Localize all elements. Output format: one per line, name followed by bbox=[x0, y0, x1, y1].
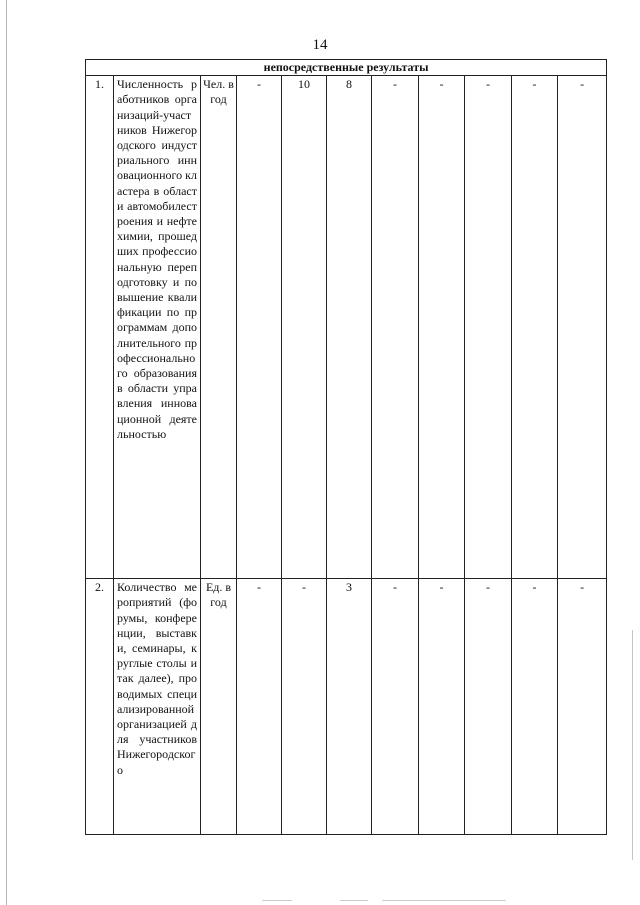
page-number: 14 bbox=[312, 37, 328, 53]
value-cell: - bbox=[237, 579, 282, 835]
table-row bbox=[86, 579, 607, 835]
table-row bbox=[86, 76, 607, 579]
value-cell: - bbox=[372, 579, 419, 835]
indicator-name: Численность работников организаций-участников Нижегородского индустриального инновационного кластера в области автомобилестроения и нефтехимии, прошедших профессиональную переподготовку и повышение квалификации по программам дополнительного профессионального образования в области управления инновационной деятельностью bbox=[114, 76, 201, 579]
row-number: 1. bbox=[86, 76, 114, 579]
section-header: непосредственные результаты bbox=[86, 60, 607, 76]
value-cell: 10 bbox=[282, 76, 327, 579]
indicators-table bbox=[85, 59, 607, 835]
indicator-name: Количество мероприятий (форумы, конференции, выставки, семинары, круглые столы и так далее), проводимых специализированной организацией для участников Нижегородского bbox=[114, 579, 201, 835]
value-cell: - bbox=[237, 76, 282, 579]
value-cell: - bbox=[419, 76, 465, 579]
value-cell: 8 bbox=[327, 76, 372, 579]
scan-edge-line bbox=[6, 0, 7, 905]
value-cell: 3 bbox=[327, 579, 372, 835]
scan-edge-line-right bbox=[632, 630, 633, 860]
scan-artifact-line bbox=[382, 900, 506, 901]
value-cell: - bbox=[558, 579, 607, 835]
unit-cell: Чел. в год bbox=[201, 76, 237, 579]
value-cell: - bbox=[372, 76, 419, 579]
value-cell: - bbox=[465, 76, 512, 579]
row-number: 2. bbox=[86, 579, 114, 835]
scan-artifact-line bbox=[262, 900, 292, 901]
scan-artifact-line bbox=[340, 900, 368, 901]
value-cell: - bbox=[512, 76, 558, 579]
value-cell: - bbox=[558, 76, 607, 579]
value-cell: - bbox=[512, 579, 558, 835]
value-cell: - bbox=[465, 579, 512, 835]
value-cell: - bbox=[419, 579, 465, 835]
value-cell: - bbox=[282, 579, 327, 835]
unit-cell: Ед. в год bbox=[201, 579, 237, 835]
